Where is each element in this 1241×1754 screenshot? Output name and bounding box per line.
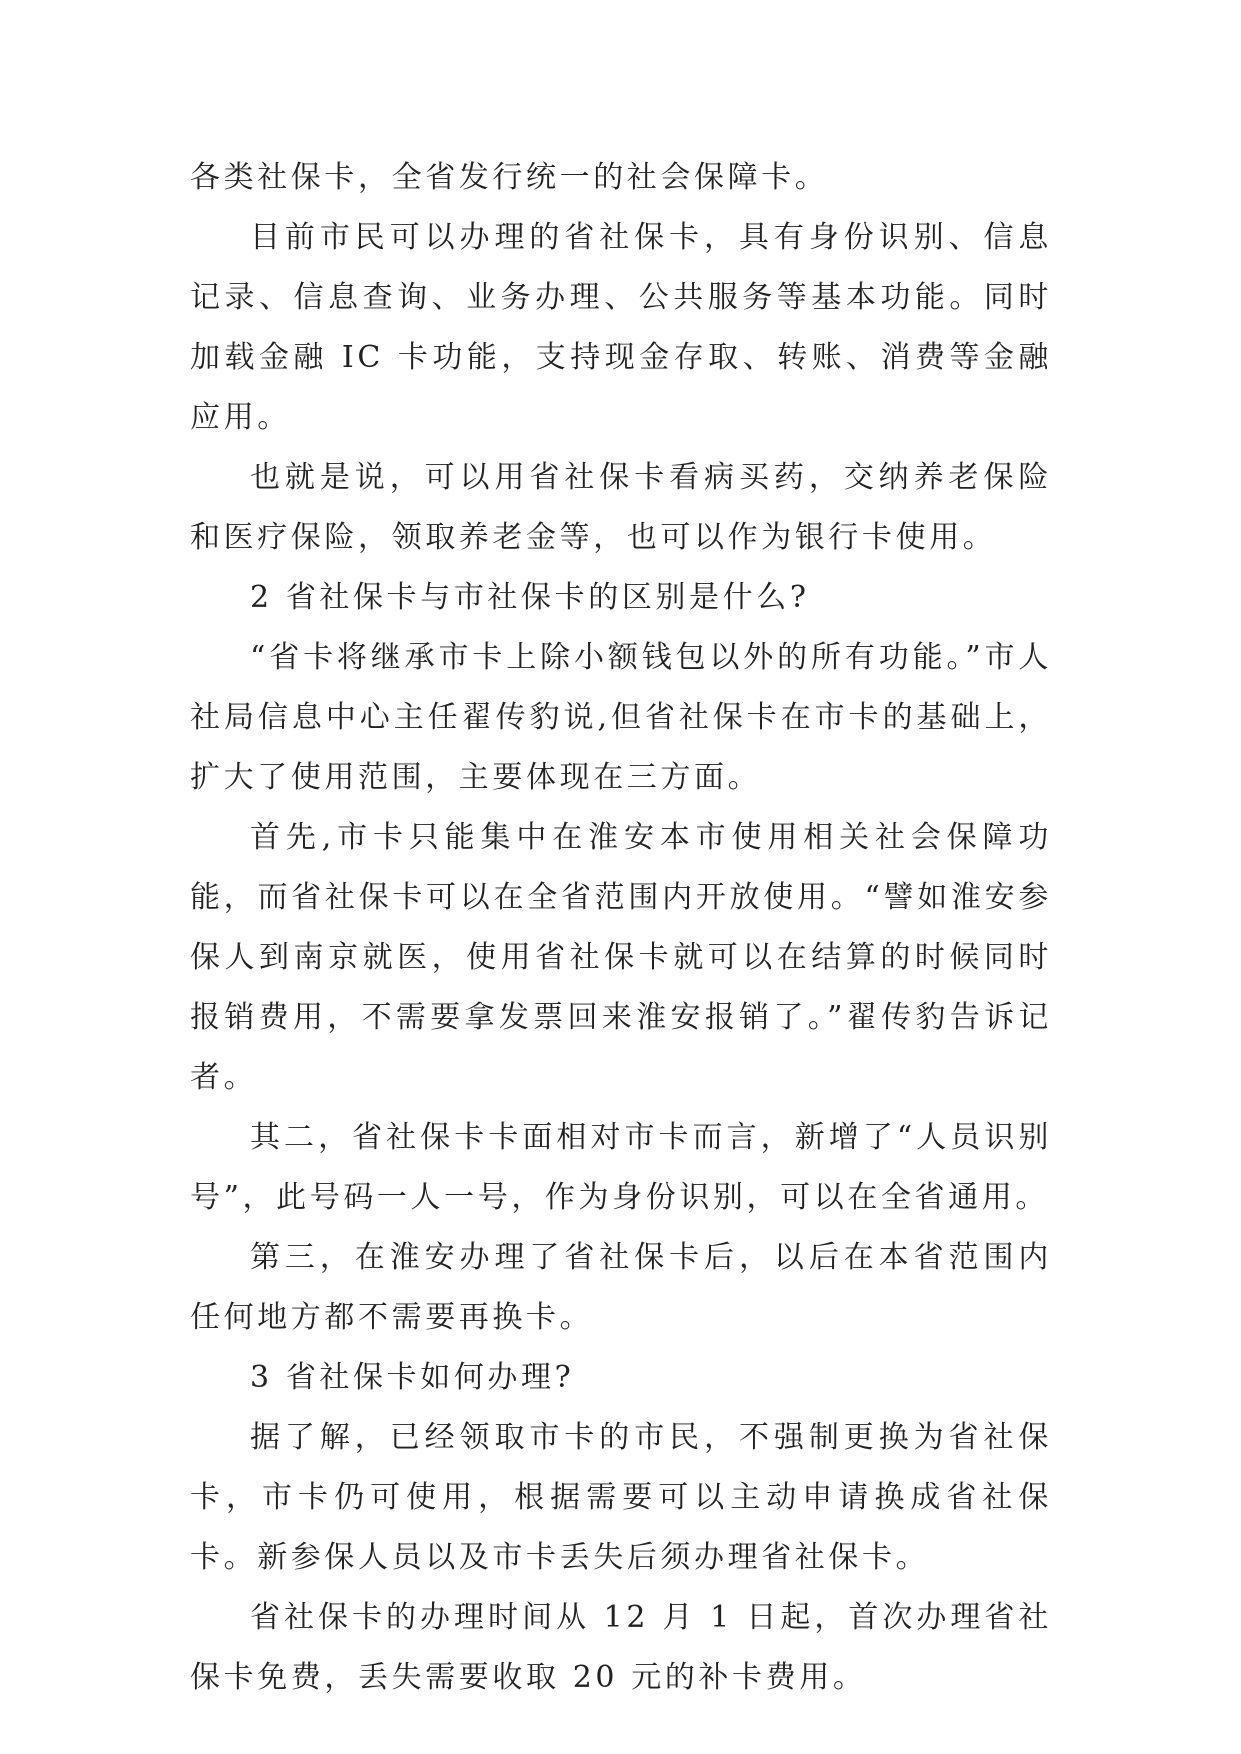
- document-body: [190, 148, 1052, 1708]
- paragraph-7: 其二，省社保卡卡面相对市卡而言，新增了“人员识别号”，此号码一人一号，作为身份识别，可以在全省通用。: [190, 1120, 1052, 1215]
- section-heading-2: 2 省社保卡与市社保卡的区别是什么?: [250, 580, 810, 615]
- paragraph-6: 首先,市卡只能集中在淮安本市使用相关社会保障功能，而省社保卡可以在全省范围内开放使用。“譬如淮安参保人到南京就医，使用省社保卡就可以在结算的时候同时报销费用，不需要拿发票回来淮安报销了。”翟传豹告诉记者。: [190, 820, 1052, 1095]
- paragraph-3: 也就是说，可以用省社保卡看病买药，交纳养老保险和医疗保险，领取养老金等，也可以作为银行卡使用。: [190, 460, 1052, 555]
- paragraph-8: 第三，在淮安办理了省社保卡后，以后在本省范围内任何地方都不需要再换卡。: [190, 1240, 1052, 1335]
- paragraph-5: “省卡将继承市卡上除小额钱包以外的所有功能。”市人社局信息中心主任翟传豹说,但省社保卡在市卡的基础上，扩大了使用范围，主要体现在三方面。: [190, 640, 1052, 795]
- paragraph-1: 各类社保卡，全省发行统一的社会保障卡。: [190, 160, 829, 195]
- section-heading-3: 3 省社保卡如何办理?: [250, 1360, 575, 1395]
- paragraph-2: 目前市民可以办理的省社保卡，具有身份识别、信息记录、信息查询、业务办理、公共服务等基本功能。同时加载金融 IC 卡功能，支持现金存取、转账、消费等金融应用。: [190, 220, 1052, 435]
- paragraph-10: 据了解，已经领取市卡的市民，不强制更换为省社保卡，市卡仍可使用，根据需要可以主动申请换成省社保卡。新参保人员以及市卡丢失后须办理省社保卡。: [190, 1420, 1052, 1575]
- paragraph-11: 省社保卡的办理时间从 12 月 1 日起，首次办理省社保卡免费，丢失需要收取 20 元的补卡费用。: [190, 1600, 1052, 1695]
